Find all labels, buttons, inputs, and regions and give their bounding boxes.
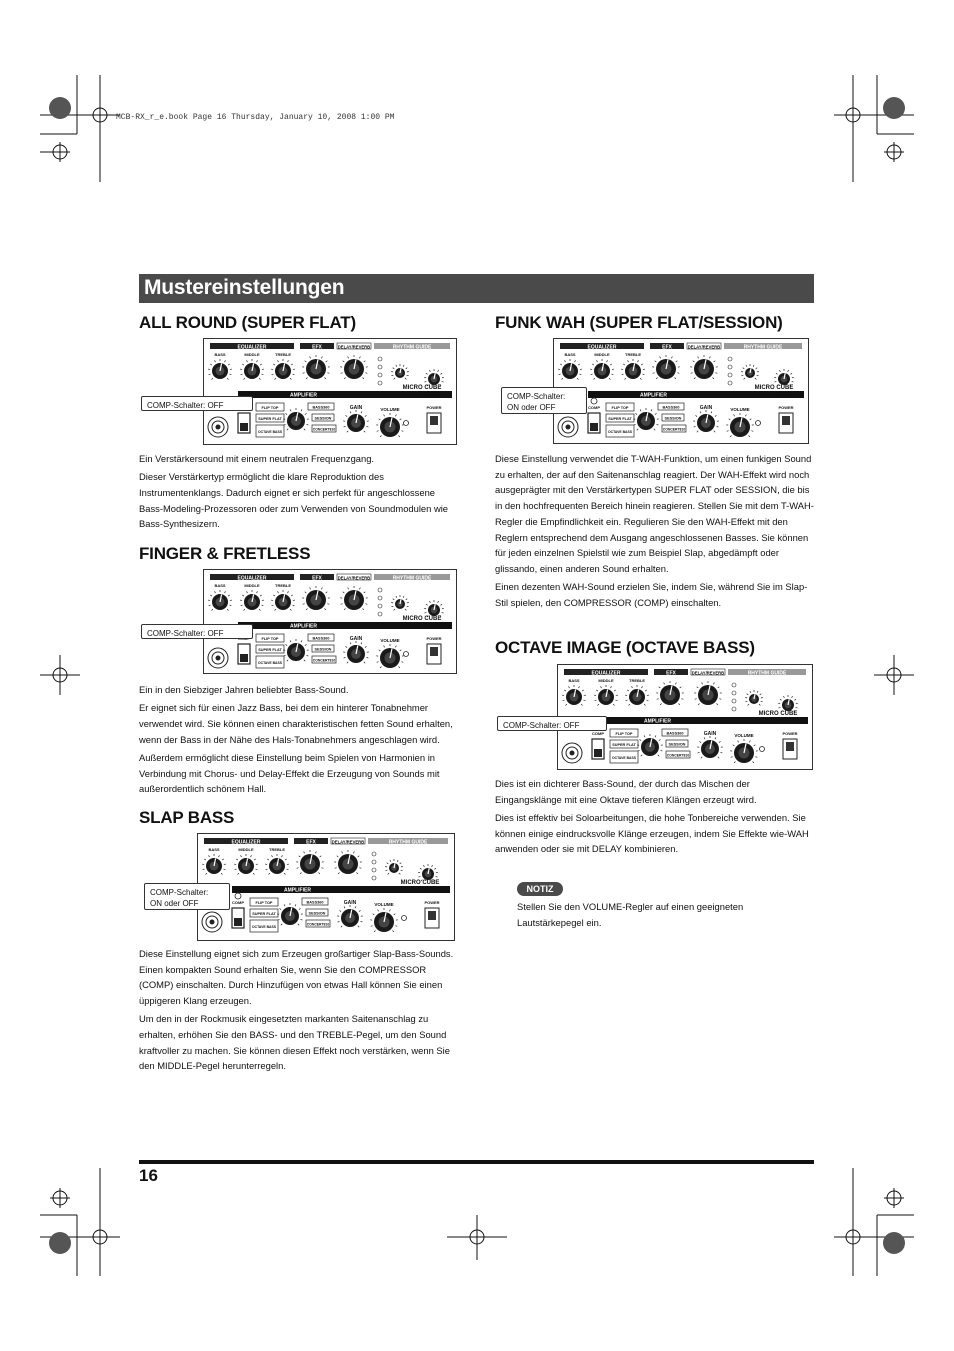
delay-knob-icon [340, 586, 368, 610]
callout-line: COMP-Schalter: [150, 888, 209, 897]
pattern-knob-icon [745, 690, 763, 705]
bass-knob-icon [208, 590, 232, 610]
bass-knob-icon [208, 359, 232, 379]
treble-label: TREBLE [275, 583, 291, 588]
treble-knob-icon [271, 359, 295, 379]
model-label: BASS RX [779, 717, 797, 722]
amp-type-knob-icon [277, 903, 303, 925]
model-label: BASS RX [423, 391, 441, 396]
page-title: Mustereinstellungen [144, 276, 345, 299]
led-icon [404, 652, 409, 657]
power-label: POWER [426, 405, 442, 410]
rhythm-label: RHYTHM GUIDE [392, 344, 432, 351]
amplifier-label: AMPLIFIER [640, 392, 667, 399]
delay-label: DELAY/REVERB [337, 575, 371, 581]
session-label: SESSION [668, 742, 686, 747]
delay-knob-icon [694, 681, 722, 705]
brand-label: MICRO CUBE [758, 711, 798, 717]
amp-panel-finger-fretless [203, 569, 457, 674]
treble-knob-icon [265, 854, 289, 874]
concert-label: CONCERT810 [306, 922, 330, 927]
volume-label: VOLUME [380, 407, 400, 412]
callout-line: ON oder OFF [507, 403, 556, 412]
octave-bass-label: OCTAVE BASS [612, 756, 636, 760]
efx-label: EFX [312, 344, 322, 351]
text-all-round [139, 451, 457, 535]
callout-all-round: COMP-Schalter: OFF [141, 396, 253, 411]
rhythm-volume-knob-icon [774, 369, 794, 386]
concert-label: CONCERT810 [312, 658, 336, 663]
gain-label: GAIN [343, 900, 357, 906]
efx-knob-icon [302, 355, 330, 379]
bass-label: BASS [564, 352, 576, 357]
model-label: BASS RX [775, 391, 793, 396]
heading-octave-image: OCTAVE IMAGE (OCTAVE BASS) [495, 638, 755, 657]
treble-label: TREBLE [275, 352, 291, 357]
amp-type-knob-icon [283, 408, 309, 430]
amp-type-knob-icon [283, 639, 309, 661]
led-icon [404, 421, 409, 426]
amplifier-label: AMPLIFIER [290, 623, 317, 630]
pattern-knob-icon [391, 595, 409, 610]
middle-knob-icon [240, 359, 264, 379]
volume-knob-icon [370, 908, 398, 932]
flip-top-label: FLIP TOP [261, 637, 279, 641]
middle-label: MIDDLE [238, 847, 254, 852]
super-flat-label: SUPER FLAT [258, 648, 282, 652]
led-icon [756, 421, 761, 426]
text-octave-image [495, 776, 815, 860]
middle-knob-icon [590, 359, 614, 379]
amp-type-knob-icon [633, 408, 659, 430]
callout-octave-image: COMP-Schalter: OFF [497, 716, 607, 731]
delay-label: DELAY/REVERB [331, 839, 365, 845]
eq-label: EQUALIZER [231, 839, 261, 846]
efx-label: EFX [312, 575, 322, 582]
power-label: POWER [424, 900, 440, 905]
pattern-knob-icon [385, 859, 403, 874]
flip-top-label: FLIP TOP [255, 901, 273, 905]
concert-label: CONCERT810 [662, 427, 686, 432]
treble-label: TREBLE [625, 352, 641, 357]
flip-top-label: FLIP TOP [261, 406, 279, 410]
middle-label: MIDDLE [598, 678, 614, 683]
callout-line: COMP-Schalter: [507, 392, 566, 401]
volume-knob-icon [376, 644, 404, 668]
super-flat-label: SUPER FLAT [252, 912, 276, 916]
rhythm-label: RHYTHM GUIDE [747, 670, 787, 677]
treble-knob-icon [271, 590, 295, 610]
paragraph: Dieser Verstärkertyp ermöglicht die klare Reproduktion des Instrumentenklangs. Dadurch eignet er sich perfekt für angeschlossene Bass-Modeling-Prozessoren oder zum Verwenden von Soundmodulen wie Bass-Synthesizern. [139, 471, 449, 530]
power-label: POWER [426, 636, 442, 641]
text-finger-fretless [139, 682, 457, 799]
volume-label: VOLUME [374, 902, 394, 907]
delay-label: DELAY/REVERB [691, 670, 725, 676]
page-title-bar [139, 274, 814, 303]
session-label: SESSION [314, 416, 332, 421]
efx-label: EFX [666, 670, 676, 677]
brand-label: MICRO CUBE [402, 616, 442, 622]
delay-knob-icon [340, 355, 368, 379]
session-label: SESSION [664, 416, 682, 421]
flip-top-label: FLIP TOP [615, 732, 633, 736]
amplifier-bar [238, 622, 452, 629]
treble-label: TREBLE [269, 847, 285, 852]
paragraph: Diese Einstellung eignet sich zum Erzeugen großartiger Slap-Bass-Sounds. Einen kompakten Sound erhalten Sie, wenn Sie den COMPRESSOR (COMP) einschalten. Durch Hinzufügen von etwas Hall können Sie einen üppigeren Klang erzeugen. [139, 948, 454, 1007]
paragraph: Er eignet sich für einen Jazz Bass, bei dem ein hinterer Tonabnehmer verwendet wird. Sie können einen charakteristischen fetten Sound erhalten, wenn der Bass in der Nähe des Hals-Tonabnehmers angeschlagen wird. [139, 702, 453, 745]
treble-knob-icon [625, 685, 649, 705]
paragraph: Außerdem ermöglicht diese Einstellung beim Spielen von Harmonien in Verbindung mit Chorus- und Delay-Effekt die Erzeugung von Sounds mit außerordentlich schönem Hall. [139, 751, 440, 795]
bass-label: BASS [214, 352, 226, 357]
amplifier-bar [232, 886, 450, 893]
volume-label: VOLUME [734, 733, 754, 738]
gain-label: GAIN [349, 405, 363, 411]
eq-label: EQUALIZER [237, 575, 267, 582]
efx-knob-icon [296, 850, 324, 874]
comp-label: COMP [232, 900, 244, 905]
callout-line: ON oder OFF [150, 899, 199, 908]
text-funk-wah [495, 451, 815, 613]
gain-knob-icon [343, 641, 369, 663]
treble-label: TREBLE [629, 678, 645, 683]
paragraph: Ein in den Siebziger Jahren beliebter Bass-Sound. [139, 684, 349, 695]
model-label: BASS RX [421, 886, 439, 891]
middle-knob-icon [240, 590, 264, 610]
eq-label: EQUALIZER [587, 344, 617, 351]
middle-label: MIDDLE [244, 583, 260, 588]
callout-slap-bass [144, 883, 230, 910]
bass-label: BASS [568, 678, 580, 683]
comp-label: COMP [588, 405, 600, 410]
efx-knob-icon [302, 586, 330, 610]
heading-funk-wah: FUNK WAH (SUPER FLAT/SESSION) [495, 313, 783, 332]
super-flat-label: SUPER FLAT [612, 743, 636, 747]
concert-label: CONCERT810 [666, 753, 690, 758]
gain-knob-icon [693, 410, 719, 432]
eq-label: EQUALIZER [591, 670, 621, 677]
amplifier-label: AMPLIFIER [284, 887, 311, 894]
efx-label: EFX [662, 344, 672, 351]
callout-finger-fretless: COMP-Schalter: OFF [141, 624, 253, 639]
brand-label: MICRO CUBE [754, 385, 794, 391]
power-label: POWER [778, 405, 794, 410]
volume-label: VOLUME [380, 638, 400, 643]
rhythm-label: RHYTHM GUIDE [392, 575, 432, 582]
rhythm-label: RHYTHM GUIDE [388, 839, 428, 846]
gain-knob-icon [337, 905, 363, 927]
bass-knob-icon [558, 359, 582, 379]
volume-label: VOLUME [730, 407, 750, 412]
rhythm-label: RHYTHM GUIDE [743, 344, 783, 351]
amplifier-label: AMPLIFIER [290, 392, 317, 399]
brand-label: MICRO CUBE [402, 385, 442, 391]
eq-label: EQUALIZER [237, 344, 267, 351]
paragraph: Dies ist effektiv bei Soloarbeitungen, die hohe Tonbereiche verwenden. Sie können einige eindrucksvolle Klänge erzeugen, indem Sie Effekte wie-WAH anwenden oder sie mit DELAY kombinieren. [495, 811, 809, 855]
efx-knob-icon [656, 681, 684, 705]
volume-knob-icon [726, 413, 754, 437]
gain-knob-icon [697, 736, 723, 758]
amp-panel-slap-bass [197, 833, 455, 941]
note-text: Stellen Sie den VOLUME-Regler auf einen geeigneten Lautstärkepegel ein. [517, 901, 744, 928]
rhythm-volume-knob-icon [424, 369, 444, 386]
gain-label: GAIN [699, 405, 713, 411]
amplifier-bar [588, 391, 804, 398]
delay-knob-icon [690, 355, 718, 379]
heading-all-round: ALL ROUND (SUPER FLAT) [139, 313, 356, 332]
amp-panel-funk-wah [553, 338, 809, 444]
middle-knob-icon [234, 854, 258, 874]
bass-label: BASS [208, 847, 220, 852]
power-label: POWER [782, 731, 798, 736]
amp-panel-all-round [203, 338, 457, 445]
gain-label: GAIN [703, 731, 717, 737]
flip-top-label: FLIP TOP [611, 406, 629, 410]
volume-knob-icon [730, 739, 758, 763]
heading-finger-fretless: FINGER & FRETLESS [139, 544, 311, 563]
printer-info-line: MCB-RX_r_e.book Page 16 Thursday, January 10, 2008 1:00 PM [116, 113, 395, 122]
gain-label: GAIN [349, 636, 363, 642]
callout-funk-wah [501, 387, 587, 414]
pattern-knob-icon [741, 364, 759, 379]
heading-slap-bass: SLAP BASS [139, 808, 235, 827]
amp-type-knob-icon [637, 734, 663, 756]
delay-label: DELAY/REVERB [687, 344, 721, 350]
bass-knob-icon [202, 854, 226, 874]
led-icon [760, 747, 765, 752]
paragraph: Ein Verstärkersound mit einem neutralen Frequenzgang. [139, 453, 375, 464]
bass360-label: BASS360 [662, 405, 680, 410]
octave-bass-label: OCTAVE BASS [608, 430, 632, 434]
super-flat-label: SUPER FLAT [258, 417, 282, 421]
page-number: 16 [139, 1166, 158, 1185]
octave-bass-label: OCTAVE BASS [258, 661, 282, 665]
paragraph: Diese Einstellung verwendet die T-WAH-Funktion, um einen funkigen Sound zu erhalten, der auf den Saitenanschlag reagiert. Der WAH-Effekt wird noch ausgeprägter mit den Verstärkertypen SUPER FLAT oder SESSION, die bis in den hochfrequenten Bereich hinein reagieren. Stellen Sie mit dem T-WAH-Regler die Empfindlichkeit ein. Regulieren Sie den WAH-Effekt mit den Reglern entsprechend dem Ausgang angeschlossenen Basses. Sie können für jeden einzelnen Spielstil wie zum Beispiel Slap, abgedämpft oder glissando, einen anderen Sound erhalten. [495, 453, 814, 574]
bass-label: BASS [214, 583, 226, 588]
paragraph: Um den in der Rockmusik eingesetzten markanten Saitenanschlag zu erhalten, erhöhen Sie den BASS- und den TREBLE-Pegel, um den Sound kraftvoller zu machen. Sie können diesen Effekt noch verstärken, wenn Sie den MIDDLE-Pegel herunterregeln. [139, 1013, 450, 1072]
rhythm-volume-knob-icon [424, 600, 444, 617]
concert-label: CONCERT810 [312, 427, 336, 432]
octave-bass-label: OCTAVE BASS [258, 430, 282, 434]
bass-knob-icon [562, 685, 586, 705]
octave-bass-label: OCTAVE BASS [252, 925, 276, 929]
super-flat-label: SUPER FLAT [608, 417, 632, 421]
efx-label: EFX [306, 839, 316, 846]
amplifier-label: AMPLIFIER [644, 718, 671, 725]
efx-knob-icon [652, 355, 680, 379]
amplifier-bar [592, 717, 808, 724]
bass360-label: BASS360 [666, 731, 684, 736]
note-badge: NOTIZ [517, 882, 563, 896]
middle-label: MIDDLE [594, 352, 610, 357]
volume-knob-icon [376, 413, 404, 437]
text-slap-bass [139, 946, 457, 1077]
treble-knob-icon [621, 359, 645, 379]
session-label: SESSION [314, 647, 332, 652]
bass360-label: BASS360 [312, 636, 330, 641]
middle-label: MIDDLE [244, 352, 260, 357]
session-label: SESSION [308, 911, 326, 916]
delay-knob-icon [334, 850, 362, 874]
rhythm-volume-knob-icon [418, 864, 438, 881]
brand-label: MICRO CUBE [400, 880, 440, 886]
comp-label: COMP [592, 731, 604, 736]
rhythm-volume-knob-icon [778, 695, 798, 712]
delay-label: DELAY/REVERB [337, 344, 371, 350]
led-icon [402, 916, 407, 921]
gain-knob-icon [343, 410, 369, 432]
bass360-label: BASS360 [312, 405, 330, 410]
footer-rule [139, 1160, 814, 1164]
paragraph: Einen dezenten WAH-Sound erzielen Sie, indem Sie, während Sie im Slap-Stil spielen, den COMPRESSOR (COMP) einschalten. [495, 581, 808, 608]
pattern-knob-icon [391, 364, 409, 379]
model-label: BASS RX [423, 622, 441, 627]
paragraph: Dies ist ein dichterer Bass-Sound, der durch das Mischen der Eingangsklänge mit eine Oktave tieferen Klängen erzeugt wird. [495, 778, 757, 805]
amplifier-bar [238, 391, 452, 398]
middle-knob-icon [594, 685, 618, 705]
bass360-label: BASS360 [306, 900, 324, 905]
